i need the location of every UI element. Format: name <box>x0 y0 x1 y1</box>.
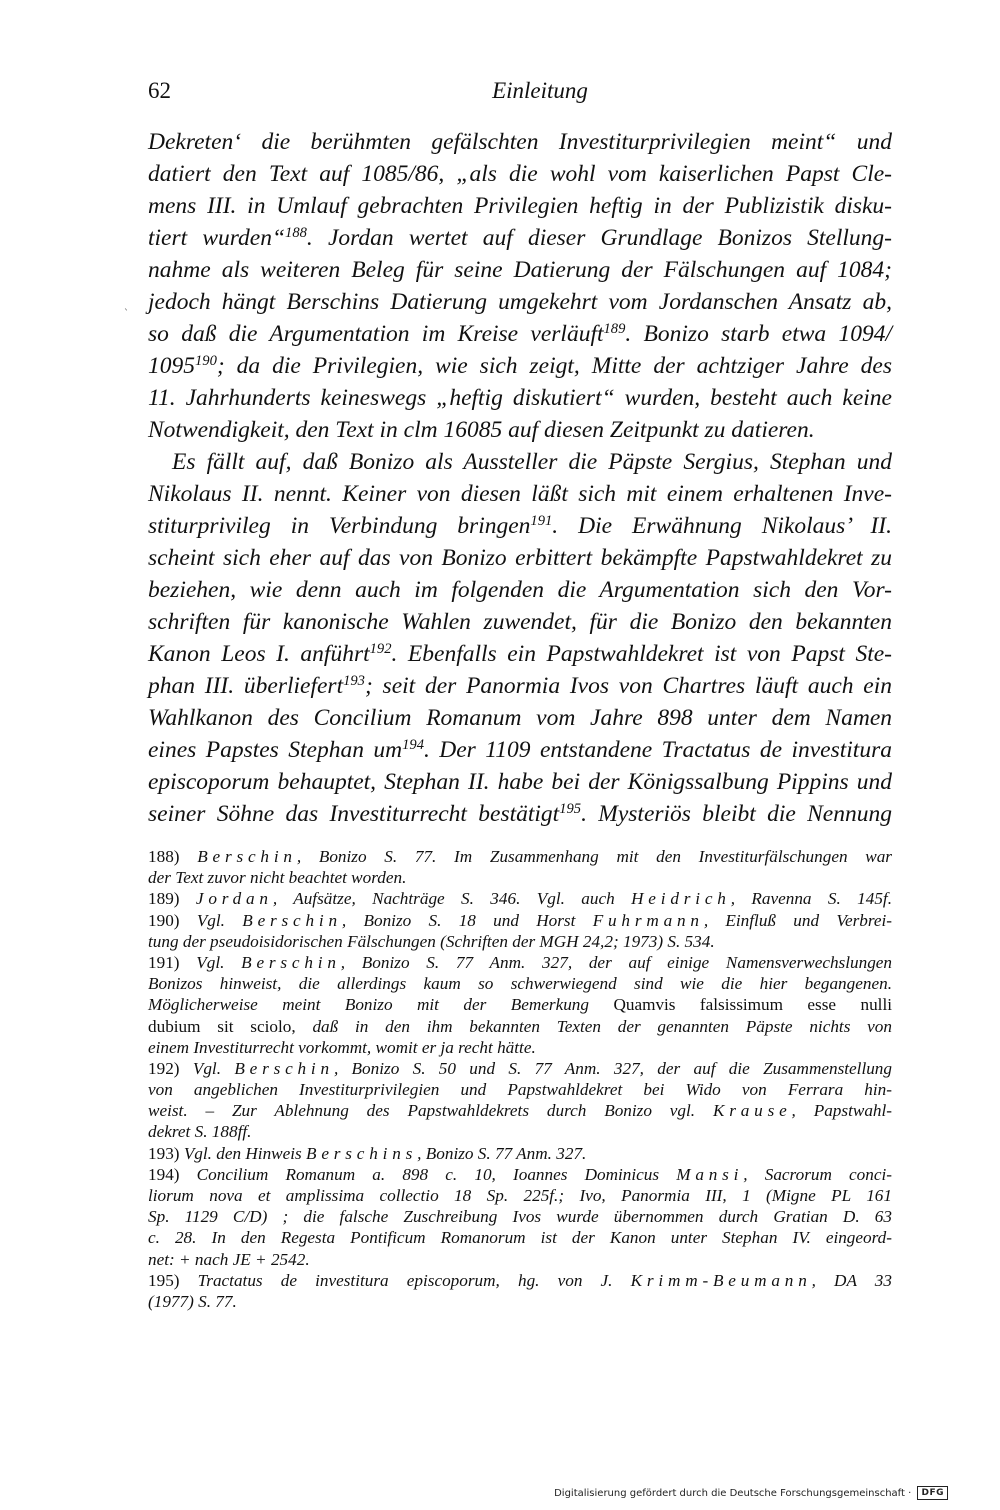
text-line: Es fällt auf, daß Bonizo als Aussteller die Päpste Sergius, Stephan und <box>172 449 892 475</box>
text-line: schriften für kanonische Wahlen zuwendet, für die Bonizo den bekannten <box>148 609 892 635</box>
footnote-191-cont: einem Investiturrecht vorkommt, womit er ja recht hätte. <box>148 1037 536 1057</box>
footnote-195: 195) Tractatus de investitura episcoporum, hg. von J. Krimm-Beumann, DA 33 <box>148 1270 892 1290</box>
footnote-ref: 188 <box>285 225 307 241</box>
page-header <box>148 78 892 112</box>
footnote-192: 192) Vgl. Berschin, Bonizo S. 50 und S. 77 Anm. 327, der auf die Zusammenstellung <box>148 1058 892 1078</box>
footnote-ref: 190 <box>195 353 217 369</box>
page-number: 62 <box>148 78 171 103</box>
footnote-192-cont: von angeblichen Investiturprivilegien und Papstwahldekret bei Wido von Ferrara hin- <box>148 1080 892 1100</box>
text-line: Wahlkanon des Concilium Romanum vom Jahre 898 unter dem Namen <box>148 705 892 731</box>
footnote-194-cont: net: + nach JE + 2542. <box>148 1249 310 1269</box>
text-line: phan III. überliefert$^{193}$; seit der Panormia Ivos von Chartres läuft auch ein <box>148 673 892 699</box>
footnote-188-cont: der Text zuvor nicht beachtet worden. <box>148 868 407 888</box>
running-head: Einleitung <box>492 78 588 103</box>
footnote-192-cont: dekret S. 188ff. <box>148 1122 252 1142</box>
text-line: Notwendigkeit, den Text in clm 16085 auf diesen Zeitpunkt zu datieren. <box>148 417 815 443</box>
text-line: Nikolaus II. nennt. Keiner von diesen läßt sich mit einem erhaltenen Inve- <box>148 481 892 507</box>
footnote-190: 190) Vgl. Berschin, Bonizo S. 18 und Horst Fuhrmann, Einfluß und Verbrei- <box>148 910 893 930</box>
text-line: Dekreten‘ die berühmten gefälschten Investiturprivilegien meint“ und <box>148 129 892 155</box>
text-line: beziehen, wie denn auch im folgenden die Argumentation sich den Vor- <box>148 577 892 603</box>
text-line: episcoporum behauptet, Stephan II. habe bei der Königssalbung Pippins und <box>148 769 892 795</box>
footnote-191-cont: Bonizos hinweist, die allerdings kaum so schwerwiegend sind wie die hier begangenen. <box>148 974 892 994</box>
text-line: stiturprivileg in Verbindung bringen$^{191}$. Die Erwähnung Nikolaus’ II. <box>148 513 892 539</box>
text-line: Kanon Leos I. anführt$^{192}$. Ebenfalls ein Papstwahldekret ist von Papst Ste- <box>148 641 892 667</box>
footnote-194: 194) Concilium Romanum a. 898 c. 10, Ioannes Dominicus Mansi, Sacrorum conci- <box>148 1164 892 1184</box>
footnote-ref: 194 <box>402 737 424 753</box>
text-line: nahme als weiteren Beleg für seine Datierung der Fälschungen auf 1084; <box>148 257 892 283</box>
footnote-ref: 192 <box>369 641 392 657</box>
footnote-194-cont: liorum nova et amplissima collectio 18 Sp. 225f.; Ivo, Panormia III, 1 (Migne PL 161 <box>148 1186 892 1205</box>
footnote-ref: 189 <box>603 321 626 337</box>
text-line: seiner Söhne das Investiturrecht bestätigt$^{195}$. Mysteriös bleibt die Nennung <box>148 801 892 827</box>
footnote-195-cont: (1977) S. 77. <box>148 1291 237 1311</box>
text-line: datiert den Text auf 1085/86, „als die wohl vom kaiserlichen Papst Cle- <box>148 161 892 187</box>
footnote-194-cont: Sp. 1129 C/D) ; die falsche Zuschreibung Ivos wurde übernommen durch Gratian D. 63 <box>148 1207 892 1227</box>
text-line: scheint sich eher auf das von Bonizo erbittert bekämpfte Papstwahldekret zu <box>148 545 892 571</box>
footnotes <box>148 846 892 1312</box>
main-text <box>148 126 892 830</box>
text-line: eines Papstes Stephan $um^{194}$. Der 1109 entstandene Tractatus de investitura <box>148 737 892 763</box>
text-line: jedoch hängt Berschins Datierung umgekehrt vom Jordanschen Ansatz ab, <box>148 289 892 315</box>
digitization-credit <box>554 1486 948 1502</box>
footnote-ref: 193 <box>343 673 365 689</box>
dfg-logo: DFG <box>917 1486 948 1500</box>
footnote-188: 188) Berschin, Bonizo S. 77. Im Zusammenhang mit den Investiturfälschungen war <box>148 847 892 866</box>
footnote-ref: 191 <box>530 513 553 529</box>
credit-text: Digitalisierung gefördert durch die Deutsche Forschungsgemeinschaft · <box>554 1488 912 1499</box>
text-line: so daß die Argumentation im Kreise verläuft$^{189}$. Bonizo starb etwa 1094/ <box>148 321 893 347</box>
text-line: 11. Jahrhunderts keineswegs „heftig diskutiert“ wurden, besteht auch keine <box>148 385 892 411</box>
footnote-193: 193) Vgl. den Hinweis Berschins, Bonizo S. 77 Anm. 327. <box>148 1143 587 1163</box>
text-line: tiert wurden“$^{188}$. Jordan wertet auf dieser Grundlage Bonizos Stellung- <box>148 225 892 251</box>
footnote-192-cont: weist. – Zur Ablehnung des Papstwahldekrets durch Bonizo vgl. Krause, Papstwahl- <box>148 1101 893 1121</box>
text-line: mens III. in Umlauf gebrachten Privilegien heftig in der Publizistik disku- <box>148 193 892 219</box>
footnote-191-cont: dubium sit sciolo, daß in den ihm bekannten Texten der genannten Päpste nichts von <box>148 1016 892 1036</box>
footnote-190-cont: tung der pseudoisidorischen Fälschungen (Schriften der MGH 24,2; 1973) S. 534. <box>148 931 715 951</box>
footnote-191: 191) Vgl. Berschin, Bonizo S. 77 Anm. 327, der auf einige Namensverwechslungen <box>148 952 893 972</box>
scan-speck: ˋ <box>124 309 129 320</box>
footnote-ref: 195 <box>559 801 582 817</box>
footnote-191-cont: Möglicherweise meint Bonizo mit der Bemerkung Quamvis falsissimum esse nulli <box>148 995 893 1015</box>
footnote-189: 189) Jordan, Aufsätze, Nachträge S. 346. Vgl. auch Heidrich, Ravenna S. 145f. <box>148 889 892 909</box>
footnote-194-cont: c. 28. In den Regesta Pontificum Romanorum ist der Kanon unter Stephan IV. eingeord- <box>148 1228 892 1248</box>
text-line: 1095$^{190}$; da die Privilegien, wie sich zeigt, Mitte der achtziger Jahre des <box>148 353 892 379</box>
